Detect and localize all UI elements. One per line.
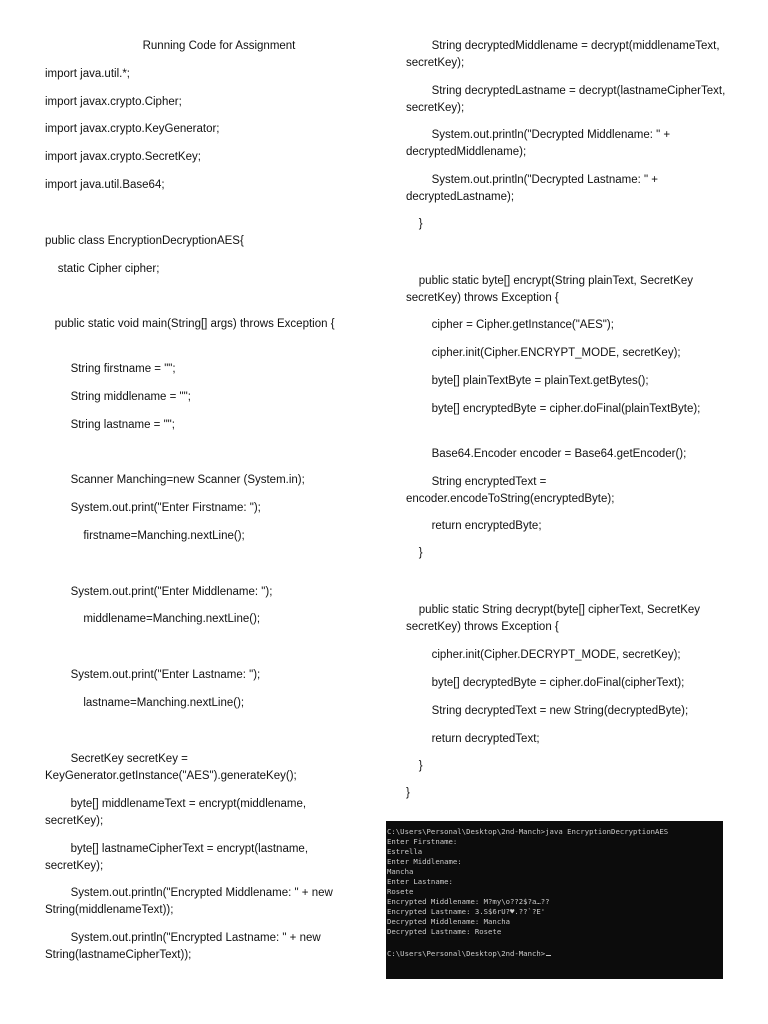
console-line: Encrypted Lastname: 3.S$6rU?♥.??`?E' (387, 907, 546, 916)
code-line: import javax.crypto.KeyGenerator; (45, 123, 220, 135)
console-line: Enter Firstname: (387, 837, 458, 846)
code-line: String decryptedLastname = decrypt(lastnameCipherText, secretKey); (406, 85, 729, 114)
console-line: Enter Middlename: (387, 857, 462, 866)
code-line: middlename=Manching.nextLine(); (45, 613, 261, 625)
code-line: byte[] middlenameText = encrypt(middlename, secretKey); (45, 798, 310, 827)
console-line: Estrella (387, 847, 423, 856)
code-line: static Cipher cipher; (45, 263, 160, 275)
console-output-screenshot (386, 821, 723, 979)
code-line: } (406, 760, 423, 772)
console-line: C:\Users\Personal\Desktop\2nd-Manch>java EncryptionDecryptionAES (387, 827, 669, 836)
console-line: Rosete (387, 887, 414, 896)
code-line: public static byte[] encrypt(String plainText, SecretKey secretKey) throws Exception { (406, 275, 697, 304)
code-line: String middlename = ""; (45, 391, 191, 403)
code-line: cipher.init(Cipher.DECRYPT_MODE, secretKey); (406, 649, 681, 661)
code-line: System.out.print("Enter Middlename: "); (45, 586, 273, 598)
code-line: import java.util.*; (45, 68, 131, 80)
code-line: byte[] encryptedByte = cipher.doFinal(plainTextByte); (406, 403, 701, 415)
console-prompt: C:\Users\Personal\Desktop\2nd-Manch> (387, 949, 546, 958)
code-line: byte[] plainTextByte = plainText.getBytes(); (406, 375, 649, 387)
console-line: Encrypted Middlename: M?my\o??2$?a…?? (387, 897, 550, 906)
code-line: return decryptedText; (406, 733, 540, 745)
code-line: import javax.crypto.Cipher; (45, 96, 182, 108)
console-line: Decrypted Middlename: Mancha (387, 917, 511, 926)
console-line: Enter Lastname: (387, 877, 453, 886)
code-line: } (406, 547, 423, 559)
code-line: System.out.println("Encrypted Middlename: " + new String(middlenameText)); (45, 887, 337, 916)
code-line: byte[] decryptedByte = cipher.doFinal(cipherText); (406, 677, 685, 689)
code-line: System.out.println("Decrypted Lastname: " + decryptedLastname); (406, 174, 662, 203)
code-line: import javax.crypto.SecretKey; (45, 151, 201, 163)
code-line: System.out.println("Decrypted Middlename: " + decryptedMiddlename); (406, 129, 674, 158)
text-cursor-icon (546, 955, 551, 957)
code-line: return encryptedByte; (406, 520, 542, 532)
console-line: Mancha (387, 867, 414, 876)
code-line: firstname=Manching.nextLine(); (45, 530, 245, 542)
code-line: cipher = Cipher.getInstance("AES"); (406, 319, 614, 331)
code-line: String encryptedText = encoder.encodeToString(encryptedByte); (406, 476, 615, 505)
code-line: public static void main(String[] args) throws Exception { (45, 318, 335, 330)
console-line: Decrypted Lastname: Rosete (387, 927, 502, 936)
console-prompt-line (387, 949, 721, 959)
code-line: Scanner Manching=new Scanner (System.in); (45, 474, 305, 486)
code-line: System.out.print("Enter Firstname: "); (45, 502, 261, 514)
code-line: String decryptedMiddlename = decrypt(middlenameText, secretKey); (406, 40, 723, 69)
code-line: } (406, 218, 423, 230)
code-line: System.out.println("Encrypted Lastname: " + new String(lastnameCipherText)); (45, 932, 324, 961)
code-line: public class EncryptionDecryptionAES{ (45, 235, 244, 247)
code-line: String lastname = ""; (45, 419, 175, 431)
code-line: String firstname = ""; (45, 363, 176, 375)
code-line: } (406, 787, 410, 799)
document-title: Running Code for Assignment (142, 40, 296, 52)
code-line: Base64.Encoder encoder = Base64.getEncoder(); (406, 448, 687, 460)
code-line: cipher.init(Cipher.ENCRYPT_MODE, secretKey); (406, 347, 681, 359)
code-line: System.out.print("Enter Lastname: "); (45, 669, 261, 681)
code-line: byte[] lastnameCipherText = encrypt(lastname, secretKey); (45, 843, 312, 872)
code-line: SecretKey secretKey = KeyGenerator.getInstance("AES").generateKey(); (45, 753, 297, 782)
code-line: public static String decrypt(byte[] cipherText, SecretKey secretKey) throws Exception { (406, 604, 704, 633)
code-line: lastname=Manching.nextLine(); (45, 697, 245, 709)
code-line: import java.util.Base64; (45, 179, 165, 191)
code-line: String decryptedText = new String(decryptedByte); (406, 705, 689, 717)
